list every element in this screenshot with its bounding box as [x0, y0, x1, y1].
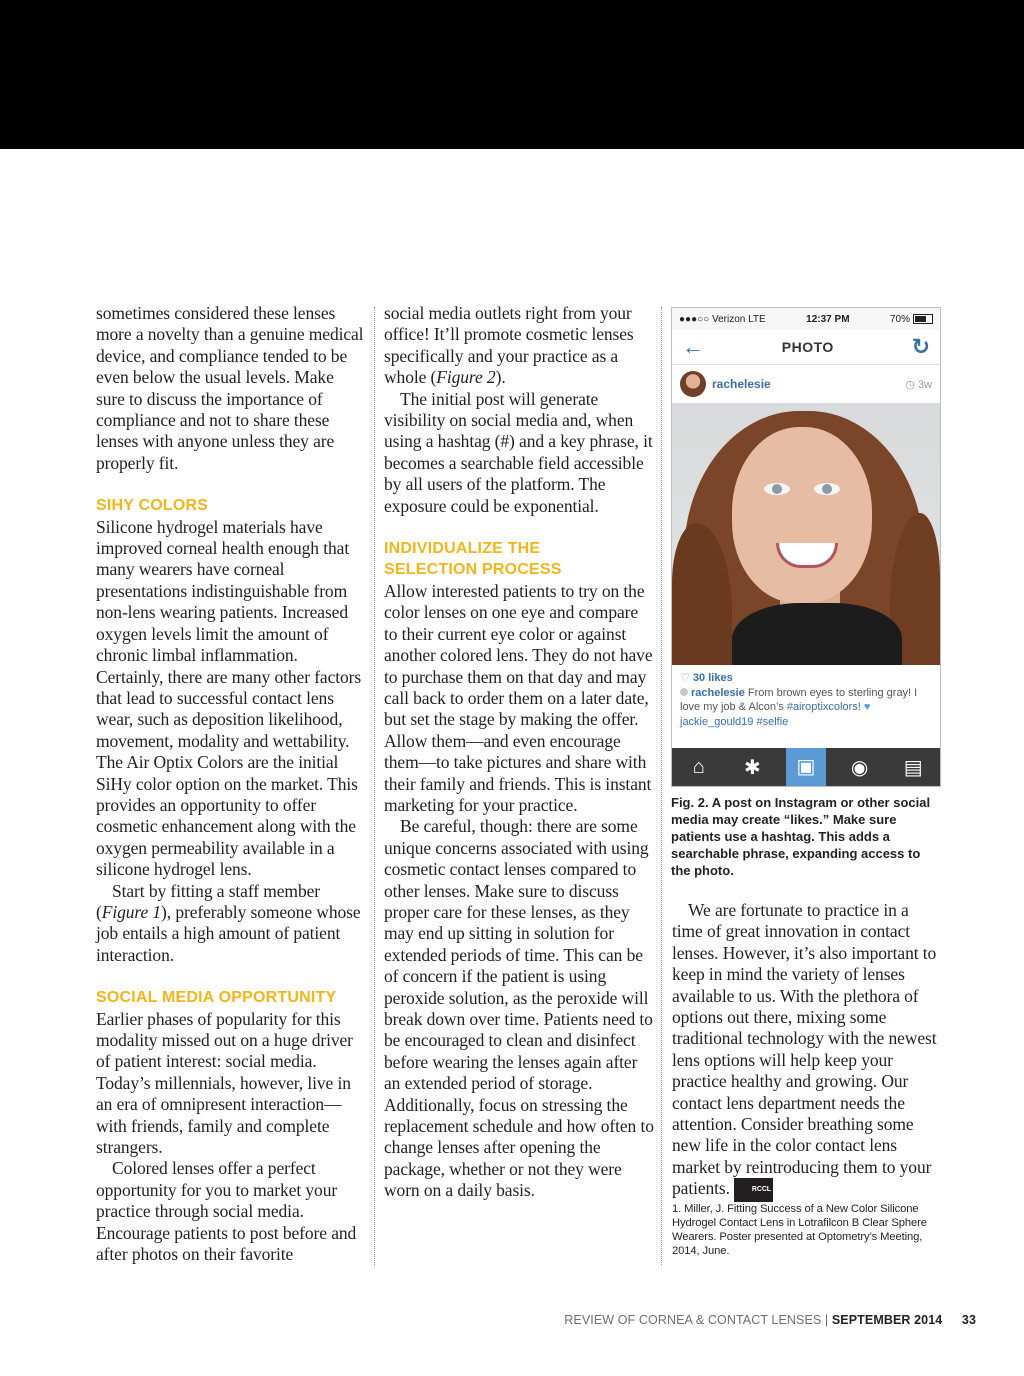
paragraph: Earlier phases of popularity for this modality missed out on a huge driver of patient interest: social media. Today’s millennials, however, live in an era of omnipresent interaction—with friends, family and complete strangers.: [96, 1008, 353, 1158]
column-2: [384, 303, 654, 1202]
paragraph: We are fortunate to practice in a time of great innovation in contact lenses. However, it’s also important to keep in mind the variety of lenses available to us. With the plethora of options out there, mixing some traditional technology with the newest lens options will help keep your practice healthy and growing. Our contact lens department needs the attention. Consider breathing some new life in the color contact lens market by reintroducing them to your patients. RCCL: [672, 900, 940, 1202]
activity-bubble-icon: ◉: [850, 756, 869, 779]
column-1: [96, 303, 366, 1265]
caption-hashtag: #airoptixcolors!: [786, 701, 861, 713]
photo-eye-left: [764, 483, 790, 495]
column-divider: [374, 307, 375, 1265]
app-tab-bar: [672, 748, 940, 786]
profile-card-icon: ▤: [903, 756, 923, 779]
nav-title: PHOTO: [781, 339, 834, 355]
photo-shirt: [732, 603, 902, 665]
section-heading: SIHY COLORS: [96, 497, 209, 515]
battery-icon: [913, 314, 933, 324]
figure-reference: Figure 1: [101, 901, 162, 922]
comment-username: jackie_gould19: [680, 715, 754, 728]
camera-icon: ▣: [786, 748, 826, 786]
paragraph: Allow interested patients to try on the color lenses on one eye and compare to their current eye color or against another colored lens. They do not have to purchase them on that day and may call back to order them on a later date, but set the stage by making the offer. Allow them—and even encourage them—to take pictures and share with their family and friends. This is instant marketing for your practice.: [384, 580, 653, 815]
back-arrow-icon: ←: [682, 334, 704, 359]
refresh-icon: ↻: [911, 334, 930, 359]
page-footer: [500, 1313, 976, 1327]
phone-status-bar: [672, 308, 940, 330]
selfie-photo: [672, 403, 940, 665]
battery-indicator: 70%: [890, 314, 933, 325]
column-3: [672, 900, 940, 1258]
instagram-screenshot-figure: [671, 307, 941, 787]
comment-hashtag: #selfie: [756, 715, 789, 728]
post-username: rachelesie: [712, 377, 771, 391]
likes-count: 30 likes: [692, 672, 733, 684]
caption-username: rachelesie: [691, 686, 745, 699]
avatar: [680, 371, 706, 397]
caption-text: From brown eyes to sterling gray! I love my job & Alcon’s: [680, 686, 918, 713]
figure-reference: Figure 2: [436, 367, 496, 388]
section-heading: SOCIAL MEDIA OPPORTUNITY: [96, 989, 337, 1007]
paragraph: sometimes considered these lenses more a novelty than a genuine medical device, and compliance tended to be even below the usual levels. Make sure to discuss the importance of compliance and not to share these lenses with anyone unless they are properly fit.: [96, 303, 364, 473]
heart-icon: ♡: [680, 672, 690, 684]
paragraph: social media outlets right from your office! It’ll promote cosmetic lenses specifically and your practice as a whole (Figure 2).: [384, 303, 634, 388]
end-mark: RCCL: [734, 1178, 773, 1201]
home-icon: ⌂: [692, 755, 705, 778]
paragraph: Start by fitting a staff member (Figure 1), preferably someone whose job entails a high amount of patient interaction.: [96, 880, 361, 965]
page-number: 33: [961, 1313, 976, 1327]
post-caption: [672, 665, 940, 749]
carrier-label: ●●●○○ Verizon LTE: [679, 313, 766, 325]
publication-name: REVIEW OF CORNEA & CONTACT LENSES |: [564, 1313, 829, 1327]
post-age: ◷ 3w: [905, 378, 932, 391]
explore-star-icon: ✱: [744, 756, 761, 779]
comment-icon: [680, 688, 688, 696]
top-black-band: [0, 0, 1024, 149]
paragraph: Silicone hydrogel materials have improved corneal health enough that many wearers have corneal presentations indistinguishable from non-lens wearing patients. Increased oxygen levels limit the amount of chronic limbal inflammation. Certainly, there are many other factors that lead to successful contact lens wear, such as deposition likelihood, movement, modality and wettability. The Air Optix Colors are the initial SiHy color option on the market. This provides an opportunity to offer cosmetic enhancement along with the oxygen permeability available in a silicone hydrogel lens.: [96, 516, 362, 880]
post-header: [672, 365, 940, 403]
column-divider: [661, 307, 662, 1265]
paragraph: Colored lenses offer a perfect opportunity for you to market your practice through social media. Encourage patients to post before and after photos on their favorite: [96, 1158, 357, 1265]
issue-date: SEPTEMBER 2014: [831, 1313, 943, 1327]
section-heading: INDIVIDUALIZE THE SELECTION PROCESS: [384, 540, 562, 579]
figure-caption: Fig. 2. A post on Instagram or other social media may create “likes.” Make sure patients use a hashtag. This adds a searchable phrase, expanding access to the photo.: [671, 795, 931, 878]
heart-emoji-icon: ♥: [863, 701, 871, 713]
photo-face: [732, 427, 872, 603]
app-nav-bar: [672, 330, 940, 365]
paragraph: The initial post will generate visibility on social media and, when using a hashtag (#) and a key phrase, it becomes a searchable field accessible by all users of the platform. The exposure could be exponential.: [384, 388, 653, 516]
paragraph: Be careful, though: there are some unique concerns associated with using cosmetic contact lenses compared to other lenses. Make sure to discuss proper care for these lenses, as they may end up sitting in solution for extended periods of time. This can be of concern if the patient is using peroxide solution, as the peroxide will break down over time. Patients need to be encouraged to clean and disinfect before wearing the lenses again after an extended period of storage. Additionally, focus on stressing the replacement schedule and how often to change lenses after opening the package, whether or not they were worn on a daily basis.: [384, 816, 654, 1201]
reference: 1. Miller, J. Fitting Success of a New Color Silicone Hydrogel Contact Lens in Lotrafilcon B Clear Sphere Wearers. Poster presented at Optometry’s Meeting, 2014, June.: [672, 1202, 927, 1257]
clock: 12:37 PM: [806, 313, 850, 325]
photo-eye-right: [814, 483, 840, 495]
